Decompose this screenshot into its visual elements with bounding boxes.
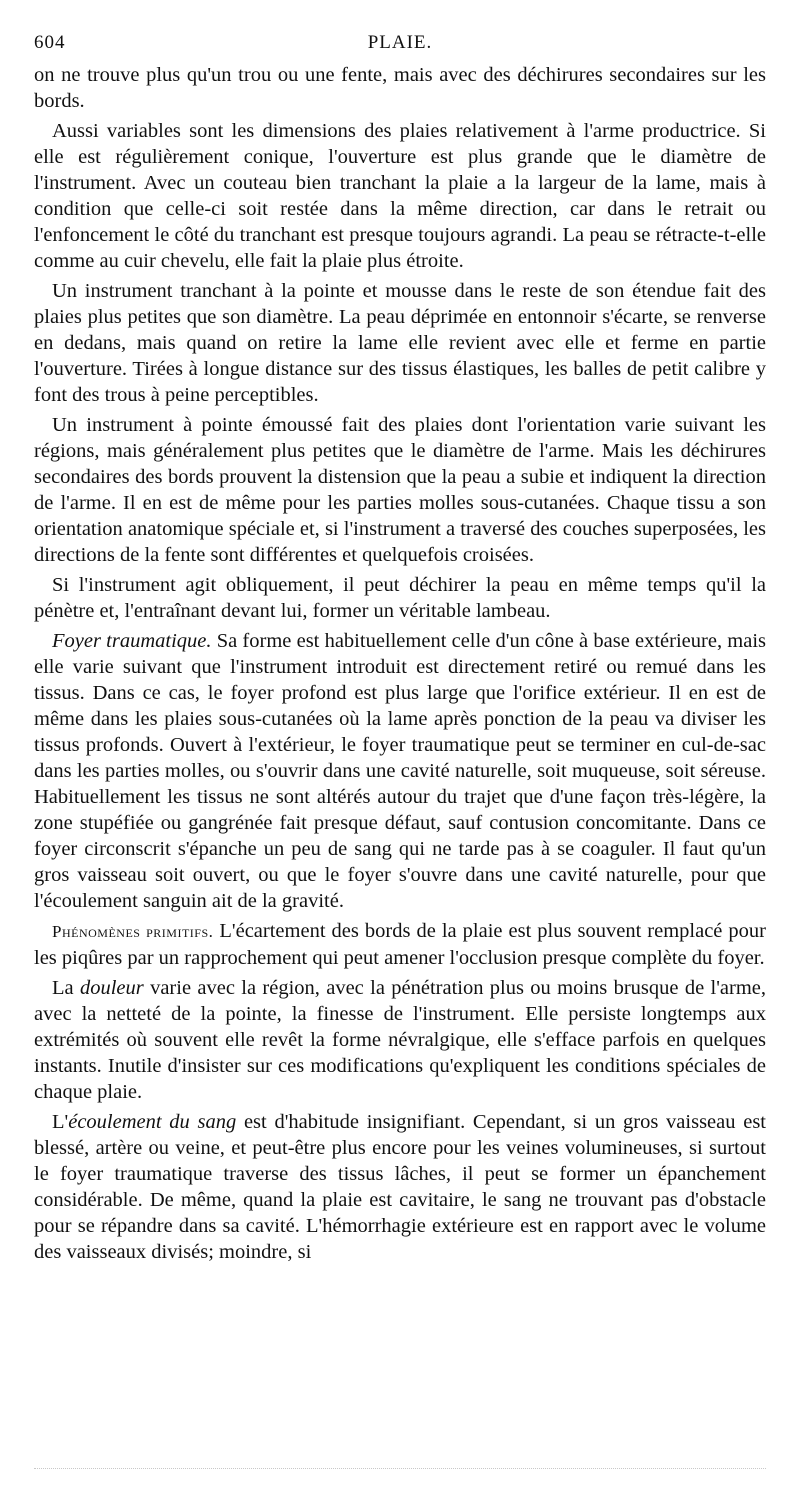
book-page [34, 28, 766, 1269]
body-text [34, 62, 766, 1265]
paragraph-text: varie avec la région, avec la pénétration plus ou moins brusque de l'arme, avec la netteté de la pointe, la finesse de l'instrument. Elle persiste longtemps aux extrémités où souvent elle revêt la forme névralgique, elle s'efface parfois en quelques instants. Inutile d'insister sur ces modifications qu'expliquent les conditions spéciales de chaque plaie. [34, 977, 767, 1103]
page-number: 604 [34, 32, 66, 53]
paragraph-text: Aussi variables sont les dimensions des plaies relativement à l'arme productrice. Si elle est régulièrement conique, l'ouverture est plus grande que le diamètre de l'instrument. Avec un couteau bien tranchant la plaie a la largeur de la lame, mais à condition que celle-ci soit restée dans la même direction, car dans le retrait ou l'enfoncement le côté du tranchant est presque toujours agrandi. La peau se rétracte-t-elle comme au cuir chevelu, elle fait la plaie plus étroite. [34, 120, 766, 272]
paragraph [34, 975, 766, 1105]
paragraph-text: Un instrument tranchant à la pointe et mousse dans le reste de son étendue fait des plaies plus petites que son diamètre. La peau déprimée en entonnoir s'écarte, se renverse en dedans, mais quand on retire la lame elle revient avec elle et ferme en partie l'ouverture. Tirées à longue distance sur des tissus élastiques, les balles de petit calibre y font des trous à peine perceptibles. [34, 280, 766, 406]
paragraph-text: L'écartement des bords de la plaie est plus souvent remplacé pour les piqûres par un rapprochement qui peut amener l'occlusion presque complète du foyer. [34, 920, 766, 969]
section-heading: Phénomènes primitifs. [52, 922, 214, 941]
italic-phrase: Foyer traumatique. [52, 630, 212, 652]
paragraph-text: Si l'instrument agit obliquement, il peut déchirer la peau en même temps qu'il la pénètre et, l'entraînant devant lui, former un véritable lambeau. [34, 574, 766, 622]
italic-phrase: écoulement du sang [68, 1111, 237, 1133]
paragraph [34, 278, 766, 408]
paragraph [34, 62, 766, 114]
paragraph [34, 412, 766, 568]
paragraph-text: Sa forme est habituellement celle d'un cône à base extérieure, mais elle varie suivant que l'instrument introduit est directement retiré ou remué dans les tissus. Dans ce cas, le foyer profond est plus large que l'orifice extérieur. Il en est de même dans les plaies sous-cutanées où la lame après ponction de la peau va diviser les tissus profonds. Ouvert à l'extérieur, le foyer traumatique peut se terminer en cul-de-sac dans les parties molles, ou s'ouvrir dans une cavité naturelle, soit muqueuse, soit séreuse. Habituellement les tissus ne sont altérés autour du trajet que d'une façon très-légère, la zone stupéfiée ou gangrénée fait presque défaut, sauf contusion concomitante. Dans ce foyer circonscrit s'épanche un peu de sang qui ne tarde pas à se coaguler. Il faut qu'un gros vaisseau soit ouvert, ou que le foyer s'ouvre dans une cavité naturelle, pour que l'écoulement sanguin ait de la gravité. [34, 630, 766, 912]
paragraph [34, 1109, 766, 1265]
paragraph [34, 918, 766, 971]
page-bottom-artifact [34, 1468, 766, 1469]
page-header [34, 28, 766, 62]
paragraph [34, 118, 766, 274]
running-title: PLAIE. [367, 32, 433, 53]
paragraph-text: L' [52, 1111, 69, 1133]
paragraph [34, 628, 766, 914]
paragraph [34, 572, 766, 624]
paragraph-text: on ne trouve plus qu'un trou ou une fente, mais avec des déchirures secondaires sur les bords. [34, 64, 766, 112]
paragraph-text: La [52, 977, 80, 999]
paragraph-text: Un instrument à pointe émoussé fait des plaies dont l'orientation varie suivant les régions, mais généralement plus petites que le diamètre de l'arme. Mais les déchirures secondaires des bords prouvent la distension que la peau a subie et indiquent la direction de l'arme. Il en est de même pour les parties molles sous-cutanées. Chaque tissu a son orientation anatomique spéciale et, si l'instrument a traversé des couches superposées, les directions de la fente sont différentes et quelquefois croisées. [34, 414, 766, 566]
paragraph-text: est d'habitude insignifiant. Cependant, si un gros vaisseau est blessé, artère ou veine, et peut-être plus encore pour les veines volumineuses, si surtout le foyer traumatique traverse des tissus lâches, il peut se former un épanchement considérable. De même, quand la plaie est cavitaire, le sang ne trouvant pas d'obstacle pour se répandre dans sa cavité. L'hémorrhagie extérieure est en rapport avec le volume des vaisseaux divisés; moindre, si [34, 1111, 766, 1263]
italic-phrase: douleur [79, 977, 144, 999]
